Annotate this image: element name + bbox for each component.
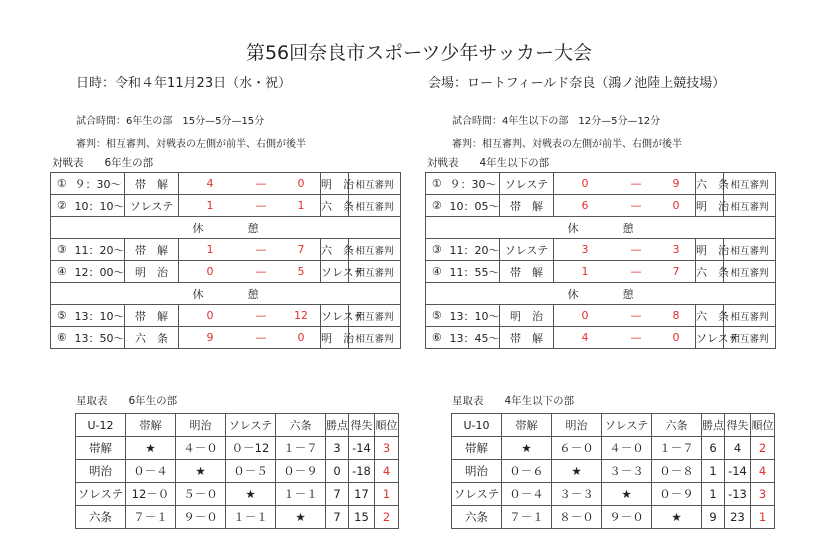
match-number: ②: [51, 195, 73, 217]
home-team: 明 治: [125, 261, 179, 283]
score-dash: —: [255, 309, 267, 322]
score-cell: [554, 239, 696, 261]
standings-header-cell: 明治: [552, 414, 602, 437]
away-score: 0: [297, 177, 305, 190]
home-team: ソレステ: [500, 173, 554, 195]
standings-cell: 0: [326, 460, 349, 483]
standings-cell: １－７: [652, 437, 702, 460]
match-row: [426, 239, 776, 261]
standings-cell: ３－３: [602, 460, 652, 483]
standings-cell: ４－０: [176, 437, 226, 460]
standings-cell: 1: [702, 483, 725, 506]
kickoff-time: 13：10～: [73, 305, 125, 327]
match-number: ④: [51, 261, 73, 283]
kickoff-time: 10：10～: [73, 195, 125, 217]
score-cell: [554, 195, 696, 217]
standings-header-cell: ソレステ: [602, 414, 652, 437]
home-team: 帯 解: [125, 173, 179, 195]
standings-header-cell: 得失: [349, 414, 375, 437]
away-score: 7: [672, 265, 680, 278]
standings-header-row: [452, 414, 775, 437]
right-time-note: 試合時間：4年生以下の部 12分—5分—12分: [452, 116, 661, 127]
away-team: 六 条: [321, 239, 349, 261]
team-name: ソレステ: [452, 483, 502, 506]
referee-note: 相互審判: [724, 261, 776, 283]
away-team: 六 条: [696, 173, 724, 195]
right-match-label: 対戦表 4年生以下の部: [427, 157, 550, 169]
score-dash: —: [630, 265, 642, 278]
home-team: 帯 解: [500, 195, 554, 217]
standings-row: [452, 506, 775, 529]
standings-cell: ０－５: [226, 460, 276, 483]
score-cell: [179, 239, 321, 261]
standings-row: [76, 483, 399, 506]
standings-cell: 12－０: [126, 483, 176, 506]
standings-cell: 17: [349, 483, 375, 506]
match-number: ③: [426, 239, 448, 261]
standings-cell: ０－４: [126, 460, 176, 483]
home-score: 0: [581, 177, 589, 190]
standings-cell: ★: [226, 483, 276, 506]
match-row: [51, 173, 401, 195]
score-dash: —: [255, 243, 267, 256]
referee-note: 相互審判: [349, 327, 401, 349]
match-row: [51, 195, 401, 217]
rank-cell: 3: [751, 483, 775, 506]
referee-note: 相互審判: [349, 261, 401, 283]
kickoff-time: 10：05～: [448, 195, 500, 217]
team-name: 帯解: [452, 437, 502, 460]
home-score: 6: [581, 199, 589, 212]
score-dash: —: [255, 265, 267, 278]
home-score: 0: [206, 309, 214, 322]
standings-cell: ８－０: [552, 506, 602, 529]
home-score: 1: [581, 265, 589, 278]
home-team: 帯 解: [125, 305, 179, 327]
venue-line: 会場：ロートフィールド奈良（鴻ノ池陸上競技場）: [428, 76, 726, 91]
referee-note: 相互審判: [349, 305, 401, 327]
rank-cell: 4: [751, 460, 775, 483]
right-ref-note: 審判：相互審判、対戦表の左側が前半、右側が後半: [452, 139, 682, 150]
standings-cell: ５－０: [176, 483, 226, 506]
standings-header-cell: 帯解: [502, 414, 552, 437]
team-name: 六条: [452, 506, 502, 529]
rank-cell: 1: [375, 483, 399, 506]
standings-cell: ０－６: [502, 460, 552, 483]
team-name: 明治: [452, 460, 502, 483]
standings-header-cell: U-10: [452, 414, 502, 437]
match-row: [426, 195, 776, 217]
standings-cell: ★: [276, 506, 326, 529]
referee-note: 相互審判: [724, 305, 776, 327]
standings-cell: ６－０: [552, 437, 602, 460]
break-row: [51, 217, 401, 239]
left-standings-label: 星取表 6年生の部: [76, 395, 178, 407]
standings-cell: ０－９: [276, 460, 326, 483]
kickoff-time: 13：10～: [448, 305, 500, 327]
team-name: 明治: [76, 460, 126, 483]
standings-cell: 9: [702, 506, 725, 529]
match-row: [51, 261, 401, 283]
standings-cell: ★: [502, 437, 552, 460]
score-dash: —: [630, 331, 642, 344]
standings-cell: 7: [326, 506, 349, 529]
match-row: [426, 327, 776, 349]
away-team: 六 条: [321, 195, 349, 217]
score-dash: —: [255, 177, 267, 190]
standings-header-cell: 六条: [652, 414, 702, 437]
match-number: ③: [51, 239, 73, 261]
standings-cell: ★: [126, 437, 176, 460]
home-score: 9: [206, 331, 214, 344]
match-number: ⑤: [51, 305, 73, 327]
standings-row: [76, 437, 399, 460]
away-team: 六 条: [696, 261, 724, 283]
away-team: ソレステ: [321, 261, 349, 283]
home-team: 帯 解: [125, 239, 179, 261]
kickoff-time: 11：20～: [73, 239, 125, 261]
standings-cell: ★: [176, 460, 226, 483]
away-score: 12: [294, 309, 308, 322]
standings-cell: 4: [725, 437, 751, 460]
away-score: 5: [297, 265, 305, 278]
match-row: [426, 305, 776, 327]
match-number: ⑥: [51, 327, 73, 349]
home-team: ソレステ: [125, 195, 179, 217]
break-row: [51, 283, 401, 305]
home-team: ソレステ: [500, 239, 554, 261]
standings-cell: 7: [326, 483, 349, 506]
score-cell: [554, 173, 696, 195]
away-score: 3: [672, 243, 680, 256]
standings-cell: ★: [552, 460, 602, 483]
standings-cell: １－１: [276, 483, 326, 506]
standings-row: [452, 460, 775, 483]
standings-cell: ★: [652, 506, 702, 529]
home-score: 0: [206, 265, 214, 278]
referee-note: 相互審判: [349, 173, 401, 195]
standings-header-cell: 順位: [751, 414, 775, 437]
home-team: 帯 解: [500, 327, 554, 349]
referee-note: 相互審判: [724, 195, 776, 217]
standings-cell: ３－３: [552, 483, 602, 506]
kickoff-time: 11：55～: [448, 261, 500, 283]
standings-row: [452, 437, 775, 460]
standings-cell: ０－８: [652, 460, 702, 483]
home-score: 4: [581, 331, 589, 344]
standings-header-row: [76, 414, 399, 437]
standings-row: [452, 483, 775, 506]
right-standings-label: 星取表 4年生以下の部: [452, 395, 575, 407]
standings-row: [76, 460, 399, 483]
score-cell: [179, 327, 321, 349]
score-dash: —: [630, 177, 642, 190]
match-row: [426, 173, 776, 195]
standings-table-u12: [75, 413, 399, 529]
home-team: 帯 解: [500, 261, 554, 283]
score-dash: —: [255, 331, 267, 344]
standings-cell: 3: [326, 437, 349, 460]
standings-cell: -14: [349, 437, 375, 460]
match-row: [51, 239, 401, 261]
rank-cell: 2: [751, 437, 775, 460]
left-ref-note: 審判：相互審判、対戦表の左側が前半、右側が後半: [76, 139, 306, 150]
away-score: 7: [297, 243, 305, 256]
kickoff-time: ９：30～: [73, 173, 125, 195]
standings-cell: -13: [725, 483, 751, 506]
rank-cell: 2: [375, 506, 399, 529]
score-cell: [179, 195, 321, 217]
rank-cell: 1: [751, 506, 775, 529]
home-team: 六 条: [125, 327, 179, 349]
score-cell: [554, 327, 696, 349]
match-row: [426, 261, 776, 283]
score-dash: —: [630, 243, 642, 256]
standings-header-cell: 得失: [725, 414, 751, 437]
kickoff-time: 13：45～: [448, 327, 500, 349]
match-number: ①: [426, 173, 448, 195]
standings-header-cell: 明治: [176, 414, 226, 437]
left-match-label: 対戦表 6年生の部: [52, 157, 154, 169]
standings-header-cell: 勝点: [326, 414, 349, 437]
standings-cell: 15: [349, 506, 375, 529]
away-team: 明 治: [321, 327, 349, 349]
score-dash: —: [630, 199, 642, 212]
date-line: 日時：令和４年11月23日（水・祝）: [76, 76, 292, 91]
kickoff-time: 11：20～: [448, 239, 500, 261]
home-score: 3: [581, 243, 589, 256]
referee-note: 相互審判: [724, 239, 776, 261]
away-score: 8: [672, 309, 680, 322]
referee-note: 相互審判: [349, 239, 401, 261]
standings-cell: ０－９: [652, 483, 702, 506]
score-cell: [554, 261, 696, 283]
home-score: 1: [206, 243, 214, 256]
match-number: ⑤: [426, 305, 448, 327]
standings-cell: ４－０: [602, 437, 652, 460]
away-score: 0: [672, 199, 680, 212]
away-team: 明 治: [696, 239, 724, 261]
team-name: 六条: [76, 506, 126, 529]
rank-cell: 3: [375, 437, 399, 460]
standings-header-cell: 順位: [375, 414, 399, 437]
break-label: 休 憩: [426, 217, 776, 239]
standings-header-cell: ソレステ: [226, 414, 276, 437]
kickoff-time: 12：00～: [73, 261, 125, 283]
standings-header-cell: 帯解: [126, 414, 176, 437]
rank-cell: 4: [375, 460, 399, 483]
break-label: 休 憩: [426, 283, 776, 305]
score-cell: [554, 305, 696, 327]
standings-cell: 23: [725, 506, 751, 529]
away-team: ソレステ: [321, 305, 349, 327]
left-time-note: 試合時間：6年生の部 15分—5分—15分: [76, 116, 265, 127]
standings-cell: -18: [349, 460, 375, 483]
match-number: ②: [426, 195, 448, 217]
standings-cell: ７－１: [126, 506, 176, 529]
away-score: 1: [297, 199, 305, 212]
match-number: ⑥: [426, 327, 448, 349]
score-cell: [179, 261, 321, 283]
match-number: ①: [51, 173, 73, 195]
standings-row: [76, 506, 399, 529]
away-team: 明 治: [321, 173, 349, 195]
standings-cell: 1: [702, 460, 725, 483]
away-team: 六 条: [696, 305, 724, 327]
standings-cell: ７－１: [502, 506, 552, 529]
home-score: 1: [206, 199, 214, 212]
standings-cell: ９－０: [602, 506, 652, 529]
team-name: 帯解: [76, 437, 126, 460]
away-team: ソレステ: [696, 327, 724, 349]
home-score: 4: [206, 177, 214, 190]
standings-table-u10: [451, 413, 775, 529]
kickoff-time: 13：50～: [73, 327, 125, 349]
match-row: [51, 305, 401, 327]
away-score: 9: [672, 177, 680, 190]
standings-cell: ０－12: [226, 437, 276, 460]
score-cell: [179, 305, 321, 327]
standings-cell: ０－４: [502, 483, 552, 506]
standings-header-cell: 六条: [276, 414, 326, 437]
standings-cell: ★: [602, 483, 652, 506]
standings-cell: -14: [725, 460, 751, 483]
standings-header-cell: U-12: [76, 414, 126, 437]
match-number: ④: [426, 261, 448, 283]
standings-cell: １－７: [276, 437, 326, 460]
home-score: 0: [581, 309, 589, 322]
standings-header-cell: 勝点: [702, 414, 725, 437]
break-row: [426, 283, 776, 305]
referee-note: 相互審判: [349, 195, 401, 217]
break-row: [426, 217, 776, 239]
referee-note: 相互審判: [724, 327, 776, 349]
home-team: 明 治: [500, 305, 554, 327]
kickoff-time: ９：30～: [448, 173, 500, 195]
standings-cell: 6: [702, 437, 725, 460]
page-title: 第56回奈良市スポーツ少年サッカー大会: [245, 42, 593, 64]
away-score: 0: [672, 331, 680, 344]
score-cell: [179, 173, 321, 195]
score-dash: —: [630, 309, 642, 322]
away-score: 0: [297, 331, 305, 344]
team-name: ソレステ: [76, 483, 126, 506]
break-label: 休 憩: [51, 283, 401, 305]
standings-cell: １－１: [226, 506, 276, 529]
away-team: 明 治: [696, 195, 724, 217]
match-row: [51, 327, 401, 349]
standings-cell: ９－０: [176, 506, 226, 529]
referee-note: 相互審判: [724, 173, 776, 195]
break-label: 休 憩: [51, 217, 401, 239]
match-table-u12: [50, 172, 401, 349]
match-table-u10: [425, 172, 776, 349]
score-dash: —: [255, 199, 267, 212]
